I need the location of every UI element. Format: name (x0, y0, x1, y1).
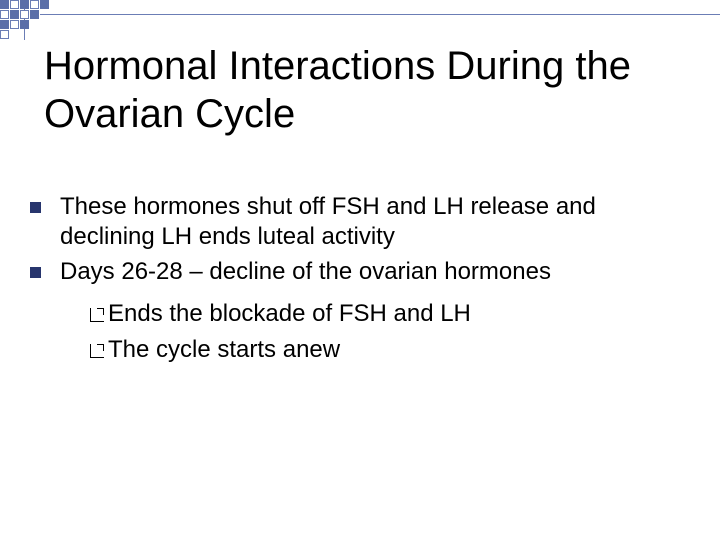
box-bullet-icon (90, 308, 104, 322)
bullet-text: These hormones shut off FSH and LH release and declining LH ends luteal activity (60, 193, 596, 250)
decorative-square (0, 0, 9, 9)
bullet-item (30, 192, 690, 252)
bullet-text: Days 26-28 – decline of the ovarian hormones (60, 258, 551, 285)
decorative-square (30, 10, 39, 19)
decorative-square (30, 0, 39, 9)
box-bullet-icon (90, 344, 104, 358)
decorative-square (10, 20, 19, 29)
decorative-square (10, 0, 19, 9)
decorative-square (20, 0, 29, 9)
slide-title: Hormonal Interactions During the Ovarian Cycle (44, 44, 631, 136)
decorative-square (0, 30, 9, 39)
bullet-item (30, 257, 690, 365)
decorative-horizontal-line (40, 14, 720, 15)
decorative-square (40, 0, 49, 9)
sub-bullet-text: The cycle starts anew (108, 336, 341, 363)
square-bullet-icon (30, 202, 41, 213)
decorative-square (20, 10, 29, 19)
decorative-square (20, 20, 29, 29)
sub-bullet-item (60, 299, 690, 329)
decorative-square (10, 10, 19, 19)
bullet-list (30, 192, 690, 370)
sub-bullet-text: Ends the blockade of FSH and LH (108, 300, 471, 327)
decorative-square (0, 10, 9, 19)
sub-bullet-item (60, 335, 690, 365)
square-bullet-icon (30, 267, 41, 278)
decorative-square-pattern (0, 0, 720, 40)
decorative-square (0, 20, 9, 29)
